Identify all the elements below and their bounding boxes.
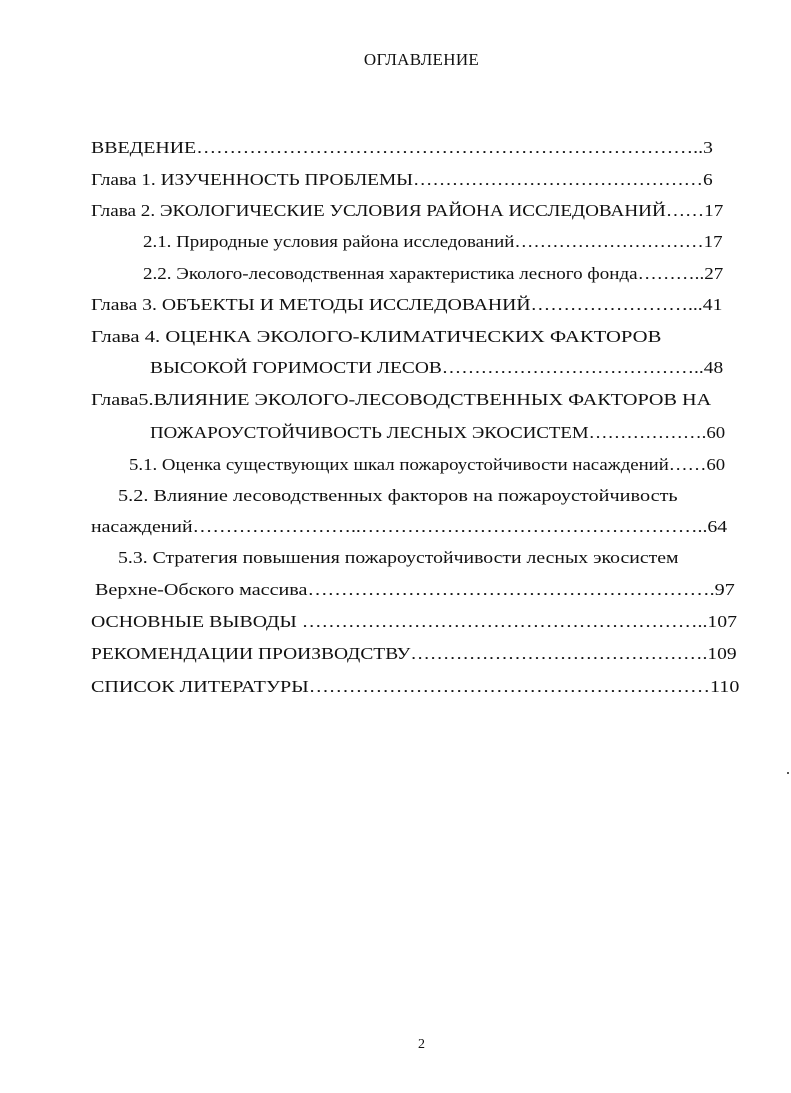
toc-line-chapter-1: Глава 1. ИЗУЧЕННОСТЬ ПРОБЛЕМЫ………………………………………6	[91, 170, 713, 189]
toc-line-section-5-1: 5.1. Оценка существующих шкал пожароустойчивости насаждений……60	[129, 455, 726, 474]
toc-line-section-5-3-cont: Верхне-Обского массива…………………………………………………….97	[95, 580, 735, 599]
toc-line-introduction: ВВЕДЕНИЕ…………………………………………………………………..3	[91, 138, 713, 157]
toc-line-recommendations: РЕКОМЕНДАЦИИ ПРОИЗВОДСТВУ……………………………………….109	[91, 644, 737, 663]
toc-line-chapter-5: Глава5.ВЛИЯНИЕ ЭКОЛОГО-ЛЕСОВОДСТВЕННЫХ ФАКТОРОВ НА	[91, 390, 712, 409]
toc-line-section-5-2-cont: насаждений……………………..……………………………………………..64	[91, 517, 728, 536]
page-title: ОГЛАВЛЕНИЕ	[363, 50, 480, 69]
toc-line-references: СПИСОК ЛИТЕРАТУРЫ……………………………………………………110	[91, 677, 740, 696]
toc-line-section-2-1: 2.1. Природные условия района исследований…………………………17	[143, 232, 723, 251]
toc-line-chapter-4: Глава 4. ОЦЕНКА ЭКОЛОГО-КЛИМАТИЧЕСКИХ ФАКТОРОВ	[91, 327, 662, 346]
toc-line-chapter-5-cont: ПОЖАРОУСТОЙЧИВОСТЬ ЛЕСНЫХ ЭКОСИСТЕМ……………….60	[150, 423, 726, 442]
page-number: 2	[418, 1037, 425, 1052]
toc-line-chapter-3: Глава 3. ОБЪЕКТЫ И МЕТОДЫ ИССЛЕДОВАНИЙ……………………...41	[91, 295, 723, 314]
toc-line-section-5-3: 5.3. Стратегия повышения пожароустойчивости лесных экосистем	[118, 548, 679, 567]
toc-line-chapter-4-cont: ВЫСОКОЙ ГОРИМОСТИ ЛЕСОВ…………………………………..48	[150, 358, 724, 377]
toc-line-conclusions: ОСНОВНЫЕ ВЫВОДЫ ……………………………………………………..107	[91, 612, 738, 631]
scan-artifact-dot	[787, 772, 789, 774]
toc-line-chapter-2: Глава 2. ЭКОЛОГИЧЕСКИЕ УСЛОВИЯ РАЙОНА ИССЛЕДОВАНИЙ……17	[91, 201, 724, 220]
toc-line-section-5-2: 5.2. Влияние лесоводственных факторов на пожароустойчивость	[118, 486, 678, 505]
toc-line-section-2-2: 2.2. Эколого-лесоводственная характеристика лесного фонда………..27	[143, 264, 724, 283]
